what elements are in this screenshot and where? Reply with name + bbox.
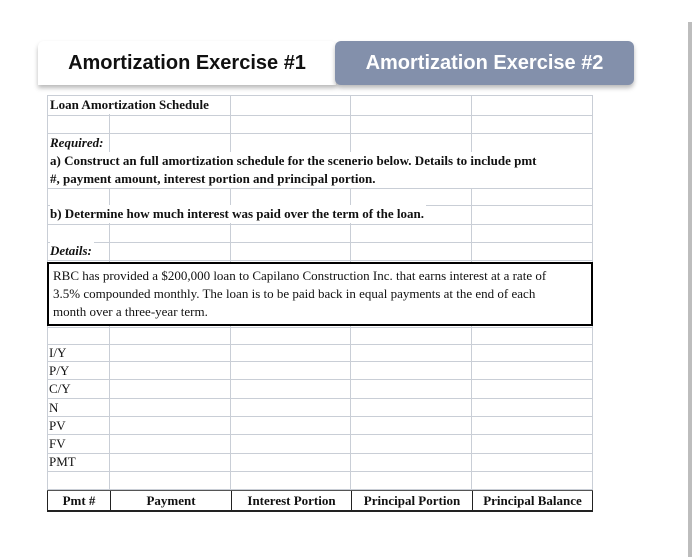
variable-label-pv: PV (49, 418, 66, 433)
required-label: Required: (50, 135, 104, 150)
column-header-interest-portion: Interest Portion (231, 491, 351, 510)
part-a-line-1: a) Construct an full amortization schedule for the scenerio below. Details to include pmt (50, 153, 537, 168)
variable-label-py: P/Y (49, 363, 70, 378)
scrollbar[interactable] (688, 22, 692, 557)
schedule-title: Loan Amortization Schedule (50, 97, 209, 112)
column-header-principal-portion: Principal Portion (351, 491, 472, 510)
column-header-principal-balance: Principal Balance (472, 491, 593, 510)
variable-label-cy: C/Y (49, 381, 71, 396)
spreadsheet (47, 95, 593, 511)
details-line-3: month over a three-year term. (53, 304, 208, 319)
column-header-payment: Payment (110, 491, 231, 510)
variable-label-iy: I/Y (49, 345, 67, 360)
details-box (47, 262, 593, 326)
details-line-1: RBC has provided a $200,000 loan to Capilano Construction Inc. that earns interest at a rate of (53, 268, 547, 283)
column-header-pmt-number: Pmt # (47, 491, 110, 510)
tab-amortization-exercise-1[interactable] (38, 41, 336, 85)
tab-label: Amortization Exercise #2 (365, 51, 604, 74)
variable-label-n: N (49, 400, 59, 415)
details-label: Details: (50, 243, 92, 258)
details-line-2: 3.5% compounded monthly. The loan is to be paid back in equal payments at the end of each (53, 286, 536, 301)
part-b-text: b) Determine how much interest was paid over the term of the loan. (50, 206, 424, 221)
part-a-line-2: #, payment amount, interest portion and principal portion. (50, 171, 376, 186)
tab-amortization-exercise-2[interactable] (335, 41, 634, 85)
variable-label-pmt: PMT (49, 454, 76, 469)
part-a-cell (48, 152, 592, 188)
variable-label-fv: FV (49, 436, 66, 451)
schedule-header-row (47, 490, 593, 512)
tab-label: Amortization Exercise #1 (68, 51, 306, 74)
